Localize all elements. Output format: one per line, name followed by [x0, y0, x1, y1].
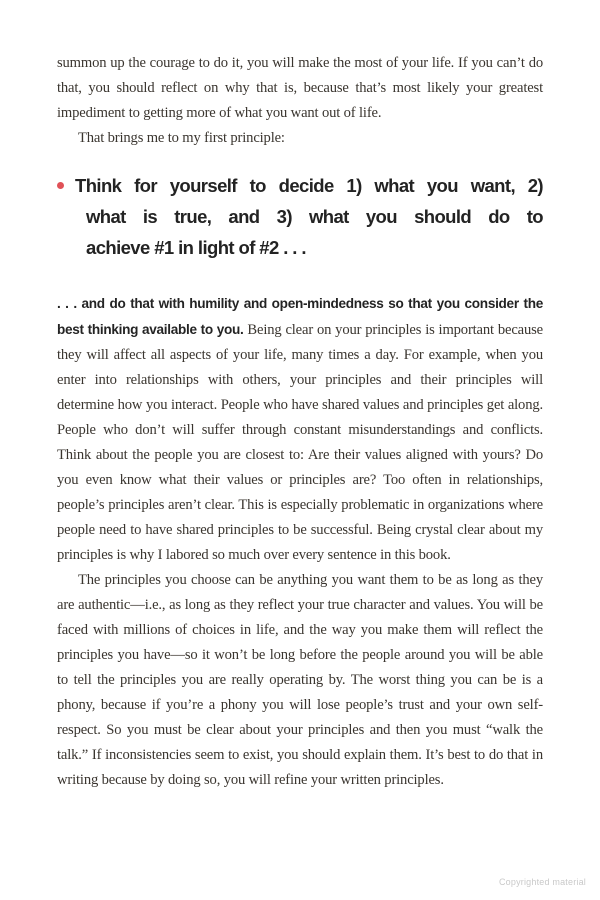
- principle-heading-line: achieve #1 in light of #2 . . .: [86, 237, 306, 258]
- paragraph-body-text: Being clear on your principles is important because they will affect all aspects of your life, many times a day. For example, when you enter into relationships with others, your principles and their principles will determine how you interact. People who have shared values and principles get along. People who don’t will suffer through constant misunderstandings and conflicts. Think about the people you are closest to: Are their values aligned with yours? Do you even know what their values or principles are? Too often in relationships, people’s principles aren’t clear. This is especially problematic in organizations where people need to have shared principles to be successful. Being crystal clear about my principles is why I labored so much over every sentence in this book.: [57, 322, 543, 563]
- principle-heading: [57, 170, 543, 263]
- principle-heading-line: what is true, and 3) what you should do to: [86, 206, 543, 227]
- principle-continuation-bold: . . . and do that with humility and open-mindedness so that you consider the best thinking available to you.: [57, 296, 543, 337]
- paragraph-first-principle-lead: That brings me to my first principle:: [78, 130, 285, 146]
- red-bullet-icon: [57, 182, 64, 189]
- paragraph-choosing-principles: The principles you choose can be anything you want them to be as long as they are authentic—i.e., as long as they reflect your true character and values. You will be faced with millions of choices in life, and the way you make them will reflect the principles you have—so it won’t be long before the people around you will be able to tell the principles you are really operating by. The worst thing you can be is a phony, because if you’re a phony you will lose people’s trust and your own self-respect. So you must be clear about your principles and then you must “walk the talk.” If inconsistencies seem to exist, you should explain them. It’s best to do that in writing because by doing so, you will refine your written principles.: [57, 572, 543, 788]
- copyright-watermark: Copyrighted material: [498, 877, 586, 887]
- principle-heading-line: Think for yourself to decide 1) what you want, 2): [75, 175, 543, 196]
- paragraph-principle-explanation: [57, 291, 543, 568]
- paragraph-intro: summon up the courage to do it, you will make the most of your life. If you can’t do that, you should reflect on why that is, because that’s most likely your greatest impediment to getting more of what you want out of life.: [57, 55, 543, 121]
